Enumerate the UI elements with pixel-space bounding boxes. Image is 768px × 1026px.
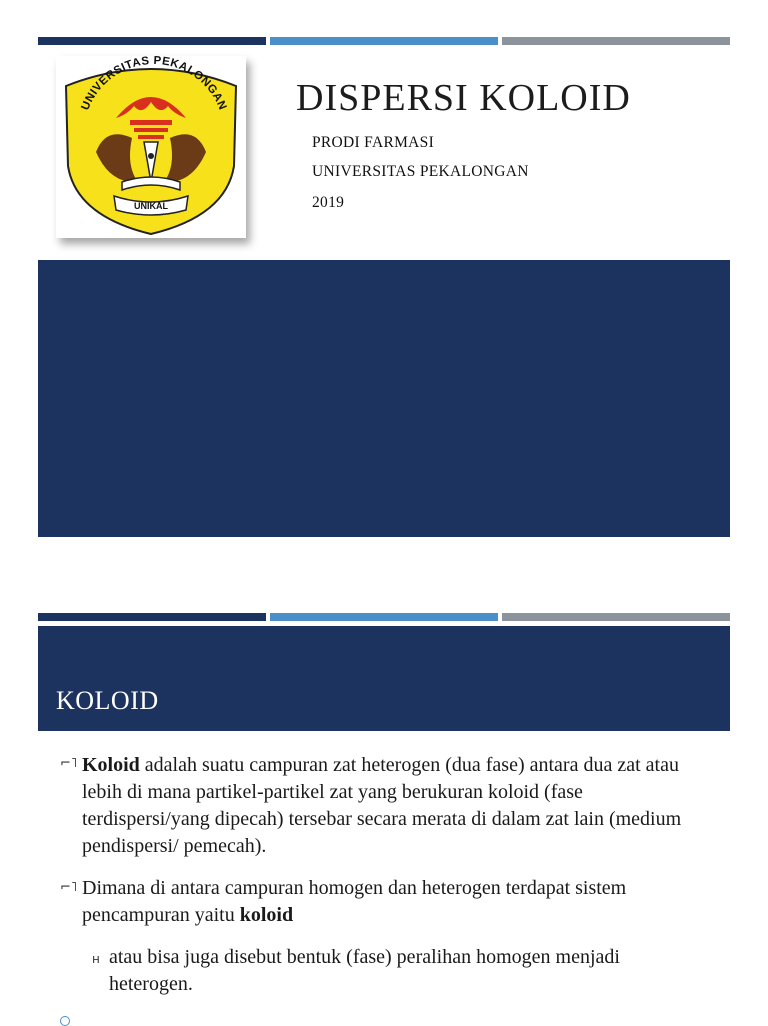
- sub-bullet-icon: ʜ: [92, 952, 100, 966]
- subtitle-university: UNIVERSITAS PEKALONGAN: [312, 163, 529, 180]
- top-bar-gray: [502, 37, 730, 45]
- slide2-bar-navy: [38, 613, 266, 621]
- bullet-2-body: Dimana di antara campuran homogen dan heterogen terdapat sistem pencampuran yaitu: [82, 877, 627, 926]
- bullet-2-text: [82, 875, 702, 929]
- bullet-1-body: adalah suatu campuran zat heterogen (dua fase) antara dua zat atau lebih di mana partikel-partikel zat yang berukuran koloid (fase terdispersi/yang dipecah) tersebar secara merata di dalam zat lain (medium pendispersi/ pemecah).: [82, 754, 682, 857]
- slide-title: DISPERSI KOLOID: [296, 77, 631, 119]
- bullet-1-bold: Koloid: [82, 754, 140, 776]
- bullet-1-icon: ⌐˥: [60, 756, 78, 771]
- logo-emblem-icon: [56, 56, 246, 238]
- university-logo: [56, 56, 246, 238]
- slide2-bar-gray: [502, 613, 730, 621]
- bullet-1-text: [82, 752, 702, 860]
- subtitle-prodi: PRODI FARMASI: [312, 134, 435, 151]
- slide2-bar-steel: [270, 613, 498, 621]
- slide1-blue-panel: [38, 260, 730, 537]
- bullet-2-bold: koloid: [239, 904, 294, 926]
- slide2-header: [38, 626, 730, 731]
- top-bar-steel: [270, 37, 498, 45]
- svg-text:UNIVERSITAS PEKALONGAN: UNIVERSITAS PEKALONGAN: [79, 56, 229, 113]
- bullet-2-icon: ⌐˥: [60, 880, 78, 895]
- subtitle-year: 2019: [312, 194, 345, 211]
- next-bullet-icon: [60, 1016, 70, 1026]
- top-bar-navy: [38, 37, 266, 45]
- slide2-header-title: KOLOID: [56, 686, 159, 715]
- svg-text:UNIKAL: UNIKAL: [134, 201, 168, 211]
- sub-bullet-text: atau bisa juga disebut bentuk (fase) peralihan homogen menjadi heterogen.: [109, 946, 620, 995]
